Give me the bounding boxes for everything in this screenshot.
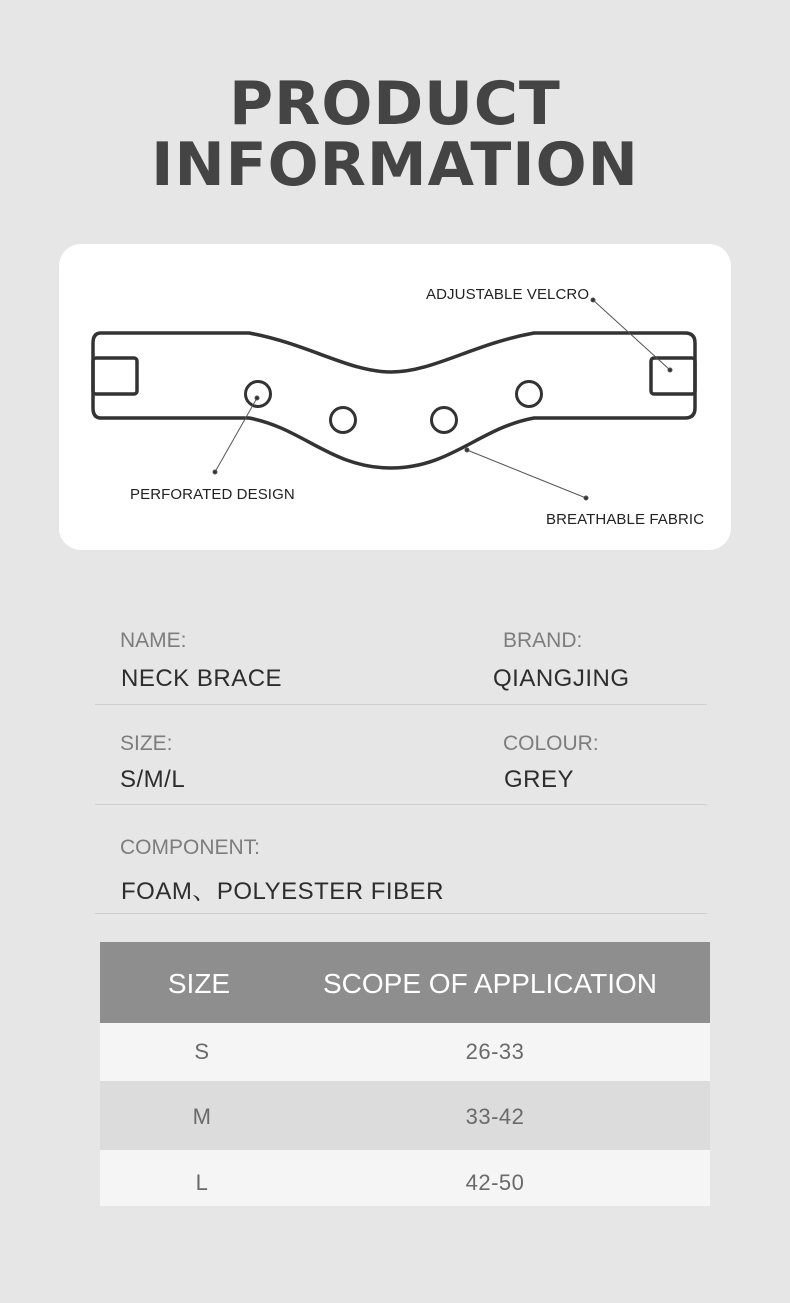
- brace-outline: [93, 333, 695, 468]
- callout-breathable-fabric: BREATHABLE FABRIC: [546, 511, 705, 528]
- component-value: FOAM、POLYESTER FIBER: [121, 878, 444, 905]
- velcro-leader-line: [593, 300, 670, 370]
- scope-column-header: SCOPE OF APPLICATION: [322, 968, 657, 999]
- info-row-component: [95, 805, 707, 914]
- name-value: NECK BRACE: [121, 665, 283, 692]
- product-diagram-card: [59, 244, 731, 550]
- right-velcro-tab: [651, 358, 695, 394]
- scope-cell: 33-42: [465, 1104, 525, 1129]
- info-row-size-colour: [95, 705, 707, 805]
- perforation-hole: [432, 408, 457, 433]
- size-cell: S: [194, 1039, 210, 1064]
- brand-label: BRAND:: [503, 629, 583, 652]
- callout-perforated-design: PERFORATED DESIGN: [130, 486, 295, 503]
- size-table-header: [100, 942, 710, 1023]
- fabric-leader-line: [467, 450, 586, 498]
- scope-cell: 42-50: [465, 1170, 525, 1195]
- size-table: [100, 942, 710, 1206]
- brand-value: QIANGJING: [493, 665, 630, 692]
- table-row: [100, 1150, 710, 1206]
- perforation-hole: [331, 408, 356, 433]
- title-line-2: INFORMATION: [151, 130, 639, 200]
- title-line-1: PRODUCT: [229, 69, 561, 139]
- size-value: S/M/L: [120, 766, 186, 793]
- info-row-name-brand: [95, 620, 707, 705]
- name-label: NAME:: [120, 629, 187, 652]
- callout-adjustable-velcro: ADJUSTABLE VELCRO: [426, 286, 590, 303]
- size-label: SIZE:: [120, 732, 173, 755]
- neck-brace-diagram: [59, 244, 731, 550]
- perforated-leader-line: [215, 398, 257, 472]
- perforation-hole: [246, 382, 271, 407]
- size-cell: M: [192, 1104, 212, 1129]
- size-cell: L: [195, 1170, 209, 1195]
- left-velcro-tab: [93, 358, 137, 394]
- page-title: [0, 69, 790, 200]
- component-label: COMPONENT:: [120, 836, 261, 859]
- scope-cell: 26-33: [465, 1039, 525, 1064]
- colour-value: GREY: [504, 766, 575, 793]
- colour-label: COLOUR:: [503, 732, 599, 755]
- size-column-header: SIZE: [167, 968, 231, 999]
- table-row: [100, 1081, 710, 1150]
- perforation-hole: [517, 382, 542, 407]
- table-row: [100, 1023, 710, 1081]
